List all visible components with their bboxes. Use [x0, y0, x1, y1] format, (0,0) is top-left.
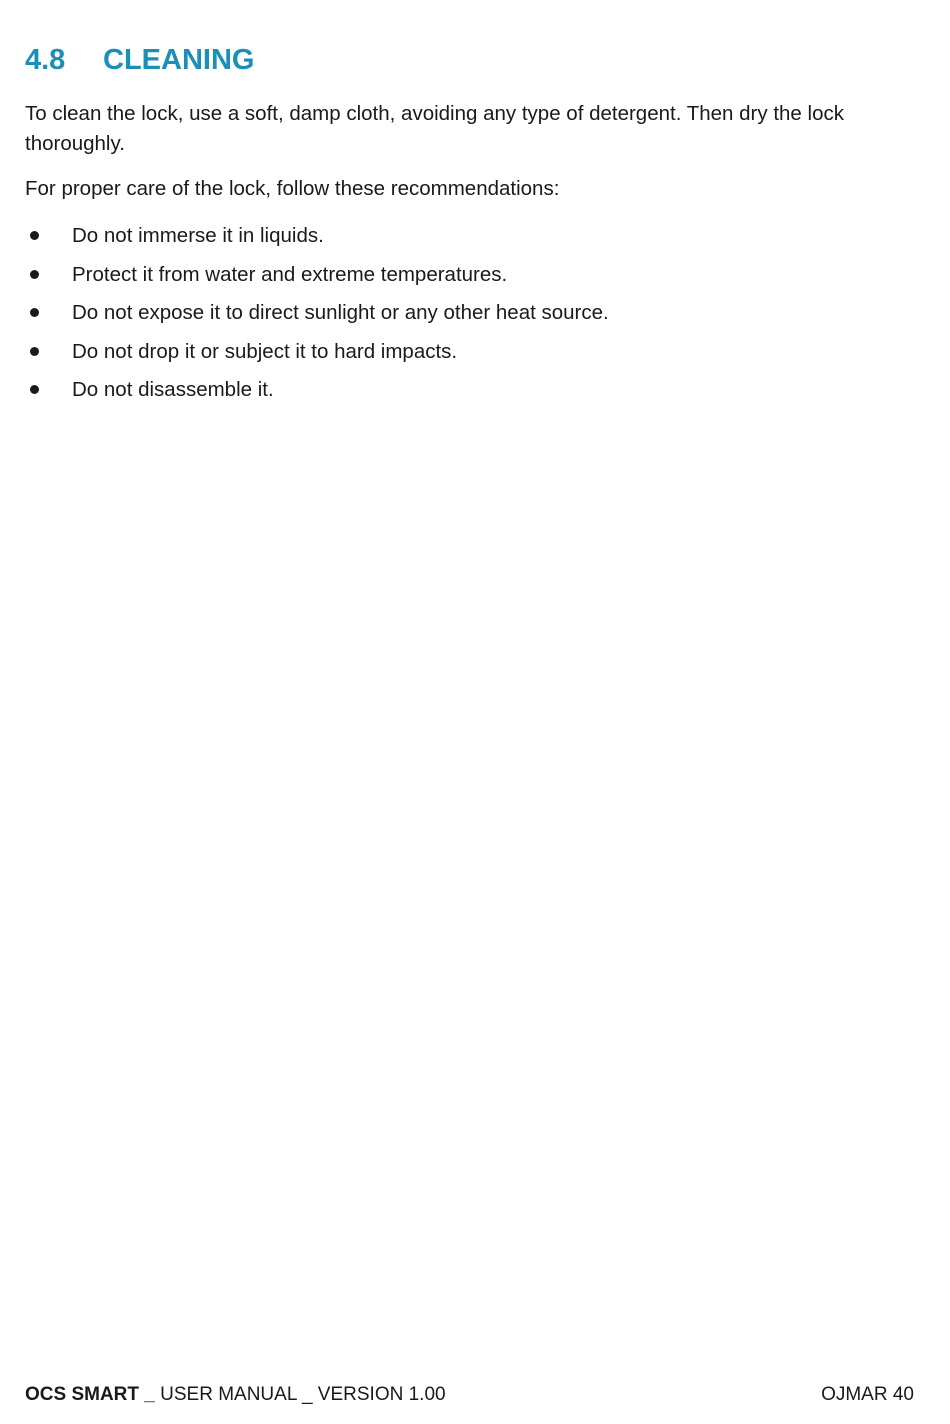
bullet-icon [30, 385, 39, 394]
list-item-text: Protect it from water and extreme temperatures. [72, 262, 508, 286]
section-heading [25, 44, 254, 77]
list-item-text: Do not drop it or subject it to hard impacts. [72, 339, 458, 363]
list-item-text: Do not disassemble it. [72, 378, 274, 401]
footer-document-version: USER MANUAL _ VERSION 1.00 [154, 1384, 446, 1405]
section-title: CLEANING [103, 44, 255, 76]
list-item-text: Do not immerse it in liquids. [72, 224, 324, 247]
section-number: 4.8 [25, 44, 66, 76]
footer-product-name: OCS SMART _ [25, 1384, 155, 1405]
bullet-icon [30, 231, 39, 240]
list-item-text: Do not expose it to direct sunlight or any other heat source. [72, 301, 609, 324]
intro-paragraph: To clean the lock, use a soft, damp cloth, avoiding any type of detergent. Then dry the lock thoroughly. [25, 102, 844, 155]
bullet-icon [30, 270, 39, 279]
footer-document-info [25, 1384, 446, 1405]
bullet-icon [30, 347, 39, 356]
page-footer [25, 1382, 914, 1408]
bullet-icon [30, 308, 39, 317]
lead-paragraph: For proper care of the lock, follow these recommendations: [25, 177, 560, 200]
footer-page-number: OJMAR 40 [821, 1384, 914, 1405]
